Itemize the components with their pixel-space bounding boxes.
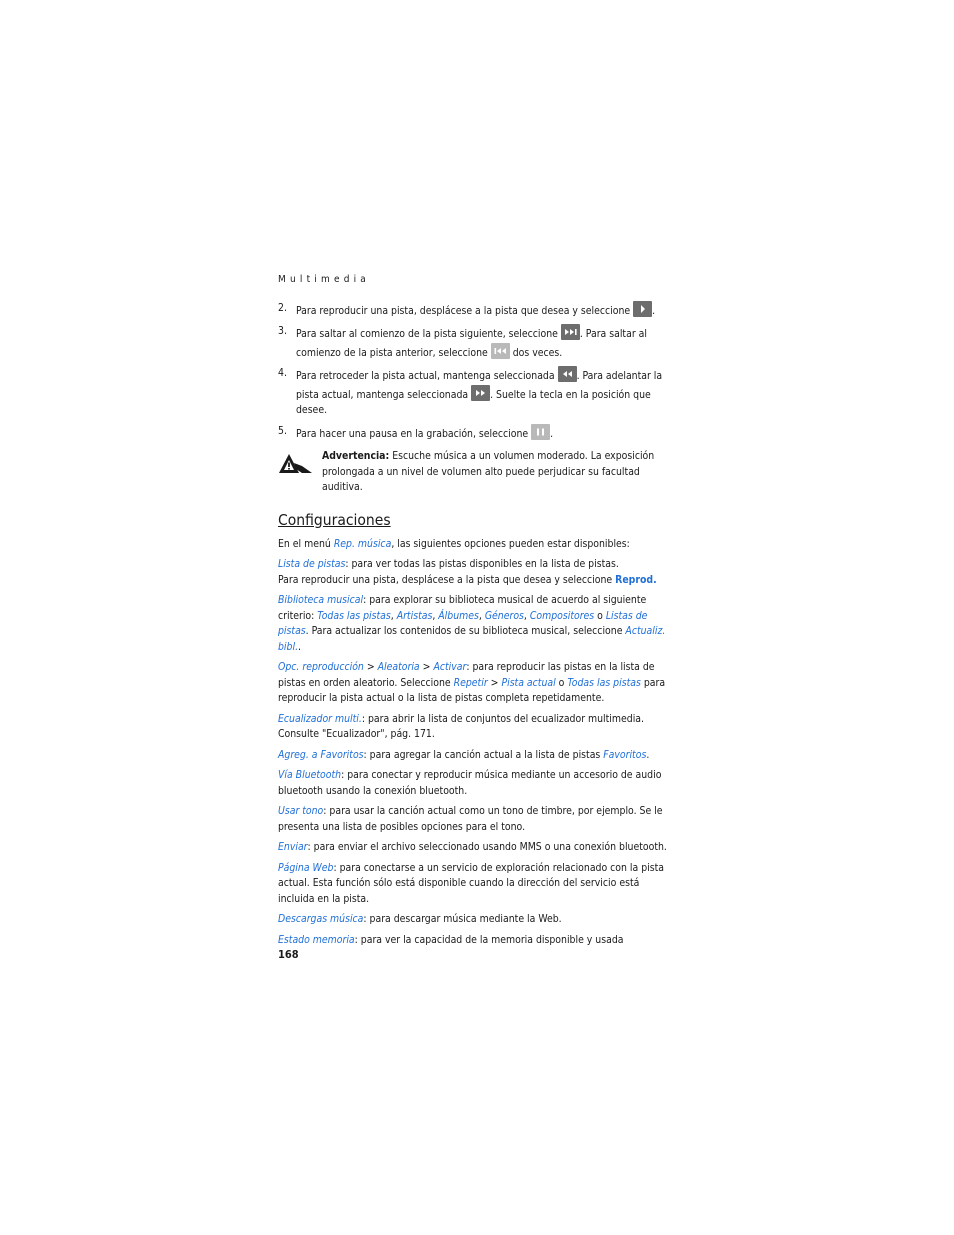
- warning-text: Escuche música a un volumen moderado. La exposición prolongada a un nivel de volumen alto puede perjudicar su facultad auditiva.: [322, 450, 655, 493]
- page-number: 168: [278, 948, 299, 961]
- section-title: Configuraciones: [278, 510, 391, 529]
- step-3: 3. Para saltar al comienzo de la pista siguiente, seleccione . Para saltar al comienzo de la pista anterior, seleccione dos veces.: [278, 325, 647, 359]
- warning-note: [278, 449, 670, 496]
- option-opc-reproduccion: Opc. reproducción > Aleatoria > Activar: para reproducir las pistas en la lista de pistas en orden aleatorio. Seleccione Repetir > Pista actual o Todas las pistas para reproducir la pista actual o la lista de pistas completa repetidamente.: [278, 661, 666, 704]
- warning-label: Advertencia:: [322, 450, 390, 462]
- option-link[interactable]: Vía Bluetooth: [278, 769, 342, 781]
- page-content: [278, 272, 670, 953]
- option-usar-tono: Usar tono: para usar la canción actual como un tono de timbre, por ejemplo. Se le presenta una lista de posibles opciones para el tono.: [278, 805, 663, 833]
- option-agreg-favoritos: Agreg. a Favoritos: para agregar la canción actual a la lista de pistas Favoritos.: [278, 748, 650, 761]
- option-link[interactable]: Descargas música: [278, 913, 364, 925]
- step-text: Para hacer una pausa en la grabación, seleccione: [296, 427, 529, 440]
- step-5: 5. Para hacer una pausa en la grabación, seleccione .: [278, 424, 554, 440]
- next-track-icon: [561, 324, 580, 340]
- rewind-icon: [558, 366, 577, 382]
- option-enviar: Enviar: para enviar el archivo seleccionado usando MMS o una conexión bluetooth.: [278, 841, 667, 853]
- option-link[interactable]: Ecualizador multi.: [278, 712, 362, 725]
- option-link[interactable]: Enviar: [278, 841, 308, 853]
- step-text: Para saltar al comienzo de la pista siguiente, seleccione: [296, 328, 558, 340]
- step-number: 5.: [278, 424, 287, 437]
- option-bluetooth: Vía Bluetooth: para conectar y reproducir música mediante un accesorio de audio bluetooth usando la conexión bluetooth.: [278, 769, 662, 797]
- option-ecualizador: Ecualizador multi.: para abrir la lista de conjuntos del ecualizador multimedia. Consulte "Ecualizador", pág. 171.: [278, 712, 644, 740]
- action-link[interactable]: Actualiz. bibl.: [278, 625, 666, 653]
- option-lista: Lista de pistas: para ver todas las pistas disponibles en la lista de pistas. Para reproducir una pista, desplácese a la pista que desea y seleccione Reprod.: [278, 558, 657, 586]
- fast-forward-icon: [471, 385, 490, 401]
- intro-paragraph: En el menú Rep. música, las siguientes opciones pueden estar disponibles:: [278, 537, 630, 550]
- option-link[interactable]: Opc. reproducción: [278, 661, 364, 673]
- warning-icon: [278, 453, 312, 475]
- option-link[interactable]: Lista de pistas: [278, 558, 346, 570]
- pause-icon: [531, 424, 550, 440]
- step-number: 4.: [278, 367, 287, 379]
- option-estado-memoria: Estado memoria: para ver la capacidad de la memoria disponible y usada: [278, 933, 624, 946]
- step-number: 3.: [278, 325, 287, 337]
- action-link[interactable]: Reprod.: [615, 573, 657, 586]
- step-number: 2.: [278, 301, 287, 314]
- step-text: Para retroceder la pista actual, mantenga seleccionada: [296, 370, 555, 382]
- section-header: Multimedia: [278, 274, 371, 285]
- previous-track-icon: [491, 343, 510, 359]
- option-descargas: Descargas música: para descargar música mediante la Web.: [278, 913, 562, 925]
- option-link[interactable]: Estado memoria: [278, 933, 355, 946]
- menu-link[interactable]: Rep. música: [333, 537, 392, 550]
- option-link[interactable]: Usar tono: [278, 805, 324, 817]
- option-pagina-web: Página Web: para conectarse a un servicio de exploración relacionado con la pista actual. Esta función sólo está disponible cuando la dirección del servicio está incluida en la pista.: [278, 861, 665, 905]
- play-icon: [633, 301, 652, 317]
- option-link[interactable]: Página Web: [278, 861, 334, 874]
- option-biblioteca: Biblioteca musical: para explorar su biblioteca musical de acuerdo al siguiente criterio: Todas las pistas, Artistas, Álbumes, Géneros, Compositores o Listas de pistas. Para actualizar los contenidos de su biblioteca musical, seleccione Actualiz. bibl..: [278, 594, 666, 653]
- option-link[interactable]: Agreg. a Favoritos: [278, 748, 364, 761]
- step-2: 2. Para reproducir una pista, desplácese a la pista que desea y seleccione .: [278, 301, 656, 317]
- step-4: 4. Para retroceder la pista actual, mantenga seleccionada . Para adelantar la pista actual, mantenga seleccionada . Suelte la tecla en la posición que desee.: [278, 367, 663, 416]
- step-text: Para reproducir una pista, desplácese a la pista que desea y seleccione: [296, 304, 631, 317]
- option-link[interactable]: Biblioteca musical: [278, 594, 364, 606]
